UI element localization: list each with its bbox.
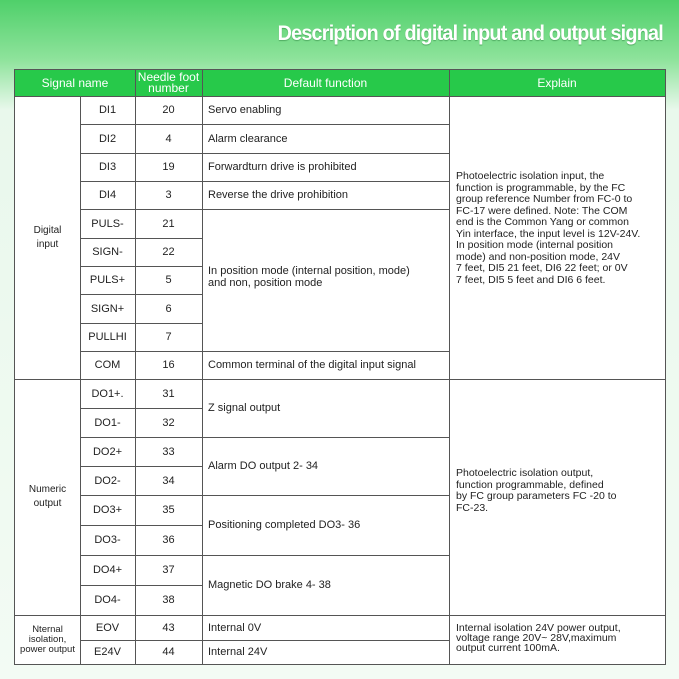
function-forward: Forwardturn drive is prohibited xyxy=(208,161,357,173)
explain-output: Photoelectric isolation output, function programmable, defined by FC group parameters FC -20 to FC-23. xyxy=(456,467,617,514)
pin-number-cell: 36 xyxy=(162,534,175,546)
signal-name-cell: DO3- xyxy=(94,534,121,546)
signal-name-cell: DO1- xyxy=(94,416,121,429)
function-servo: Servo enabling xyxy=(208,104,282,116)
header-default-function: Default function xyxy=(283,75,368,90)
pin-number-cell: 22 xyxy=(162,246,175,258)
explain-input: Photoelectric isolation input, the function is programmable, by the FC group reference Number from FC-0 to FC-17 were defined. Note: The COM end is the Common Yang or common Yin interface, the input level is 12V-24V. In position mode (internal position mode) and non-position mode, 24V 7 feet, DI5 21 feet, DI6 22 feet; or 0V 7 feet, DI5 5 feet and DI6 6 feet. xyxy=(456,170,641,286)
function-alarm-clear: Alarm clearance xyxy=(208,132,288,145)
signal-table xyxy=(14,69,666,665)
group-digital-input: Digital input xyxy=(33,224,62,250)
signal-name-cell: E24V xyxy=(94,646,121,658)
pin-number-cell: 3 xyxy=(165,189,172,201)
function-alarm-do: Alarm DO output 2- 34 xyxy=(208,460,319,472)
header-explain: Explain xyxy=(537,75,577,90)
pin-number-cell: 33 xyxy=(162,445,175,458)
signal-name-cell: PULLHI xyxy=(88,331,127,343)
page-title: Description of digital input and output signal xyxy=(277,22,663,45)
signal-name-cell: DO2- xyxy=(94,474,121,487)
signal-name-cell: SIGN+ xyxy=(90,302,125,315)
pin-number-cell: 7 xyxy=(165,331,172,343)
signal-name-cell: DO3+ xyxy=(92,504,123,516)
group-numeric-output: Numeric output xyxy=(28,484,67,509)
function-reverse: Reverse the drive prohibition xyxy=(208,189,349,201)
signal-name-cell: PULS- xyxy=(91,217,124,230)
signal-name-cell: DO4- xyxy=(94,594,121,606)
function-common: Common terminal of the digital input signal xyxy=(208,359,416,371)
pin-number-cell: 16 xyxy=(162,359,175,371)
header-signal-name: Signal name xyxy=(41,75,109,90)
pin-number-cell: 19 xyxy=(162,161,175,173)
pin-number-cell: 35 xyxy=(162,504,175,516)
signal-name-cell: DO2+ xyxy=(92,445,123,458)
table-header xyxy=(15,70,665,96)
pin-number-cell: 6 xyxy=(165,302,172,315)
signal-name-cell: DI1 xyxy=(98,104,117,116)
function-internal-24v: Internal 24V xyxy=(208,646,268,658)
pin-number-cell: 31 xyxy=(162,387,175,400)
signal-name-cell: PULS+ xyxy=(89,274,126,286)
function-magnetic: Magnetic DO brake 4- 38 xyxy=(208,579,331,591)
signal-name-cell: DO1+. xyxy=(91,387,124,400)
pin-number-cell: 20 xyxy=(162,104,175,116)
signal-name-cell: SIGN- xyxy=(92,246,123,258)
grid-vline xyxy=(449,70,450,664)
pin-number-cell: 37 xyxy=(162,564,175,576)
signal-name-cell: DI4 xyxy=(98,189,117,201)
function-internal-0v: Internal 0V xyxy=(208,621,262,634)
group-internal-power: Nternal isolation, power output xyxy=(20,623,75,655)
signal-name-cell: DI3 xyxy=(98,161,117,173)
signal-name-cell: DO4+ xyxy=(92,564,123,576)
signal-name-cell: COM xyxy=(94,359,121,371)
pin-number-cell: 4 xyxy=(165,132,172,145)
pin-number-cell: 21 xyxy=(162,217,175,230)
pin-number-cell: 34 xyxy=(162,474,175,487)
pin-number-cell: 32 xyxy=(162,416,175,429)
pin-number-cell: 44 xyxy=(162,646,175,658)
function-z-signal: Z signal output xyxy=(208,402,281,414)
signal-name-cell: DI2 xyxy=(98,132,117,145)
function-position-mode: In position mode (internal position, mode) and non, position mode xyxy=(208,265,410,289)
pin-number-cell: 38 xyxy=(162,594,175,606)
header-needle-foot: Needle foot number xyxy=(137,70,200,95)
explain-power: Internal isolation 24V power output, voltage range 20V~ 28V,maximum output current 100mA. xyxy=(456,622,621,654)
pin-number-cell: 43 xyxy=(162,621,175,634)
pin-number-cell: 5 xyxy=(165,274,172,286)
signal-name-cell: EOV xyxy=(95,621,120,634)
function-positioning: Positioning completed DO3- 36 xyxy=(208,519,361,531)
